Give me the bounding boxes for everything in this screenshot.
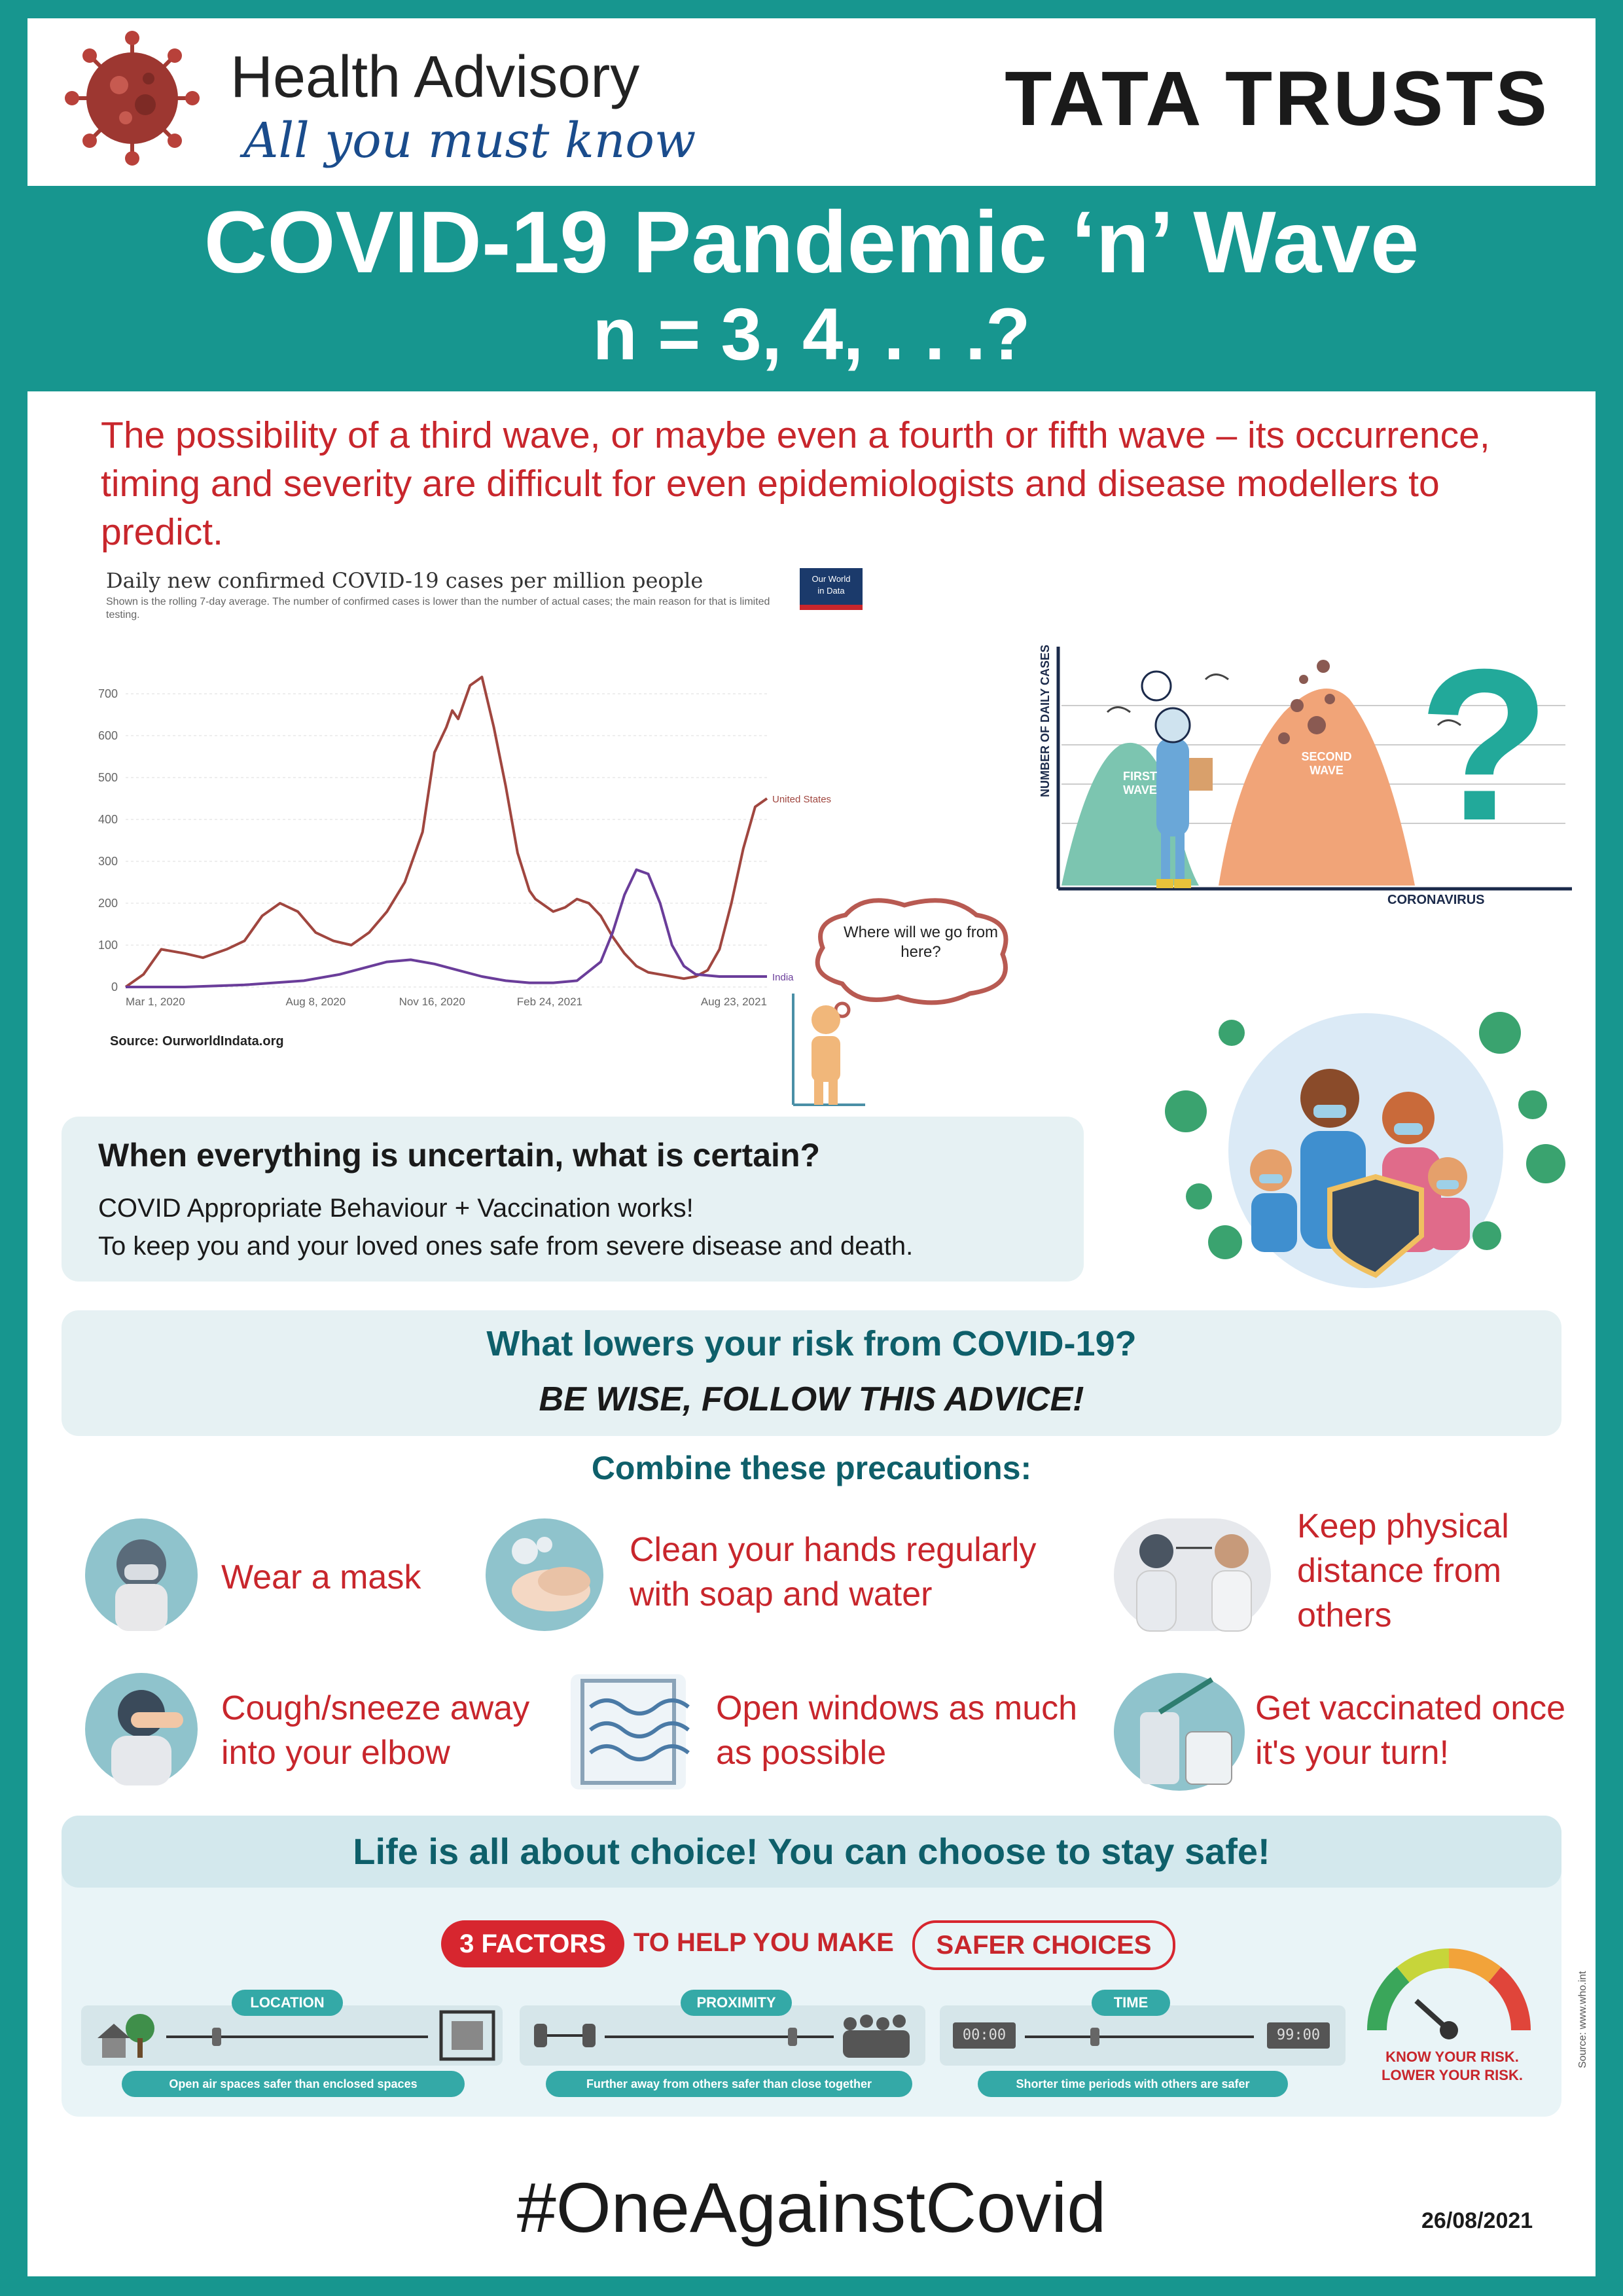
question-mark: ? [1418, 624, 1550, 865]
series-line-1 [126, 870, 767, 987]
y-tick-label: 400 [98, 813, 118, 826]
x-tick-label: Aug 23, 2021 [700, 996, 767, 1008]
precaution-vaccine: Get vaccinated once it's your turn! [1255, 1689, 1566, 1772]
first-wave-label: FIRST WAVE [1123, 770, 1157, 797]
family-protection-icon [1133, 994, 1572, 1295]
distance-icon [1114, 1518, 1271, 1631]
people-apart-icon [529, 2021, 601, 2050]
tree-house-icon [94, 2012, 160, 2060]
y-tick-label: 0 [111, 980, 118, 994]
wave-x-axis-label: CORONAVIRUS [1387, 893, 1485, 907]
choice-section [62, 1816, 1561, 2117]
enclosed-room-icon [440, 2011, 495, 2060]
x-tick-label: Feb 24, 2021 [516, 996, 582, 1008]
risk-gauge-icon [1364, 1939, 1534, 2037]
y-tick-label: 700 [98, 687, 118, 700]
series-label-1: India [772, 972, 794, 983]
x-tick-label: Aug 8, 2020 [285, 996, 346, 1008]
precaution-distance: Keep physical distance from others [1297, 1507, 1509, 1634]
choice-text: Life is all about choice! You can choose to stay safe! [353, 1831, 1270, 1872]
chart-source: Source: OurworldIndata.org [110, 1034, 284, 1049]
crowd-icon [840, 2012, 912, 2059]
window-icon [571, 1674, 686, 1789]
hashtag: #OneAgainstCovid [516, 2168, 1107, 2247]
factor-time-label: TIME [1092, 1990, 1170, 2016]
precaution-handwash: Clean your hands regularly with soap and water [630, 1531, 1037, 1613]
elbow-cough-icon [85, 1673, 198, 1785]
mask-icon [85, 1518, 198, 1631]
certain-line-1: COVID Appropriate Behaviour + Vaccination works! [98, 1194, 694, 1223]
page-title: COVID-19 Pandemic ‘n’ Wave [204, 194, 1419, 291]
second-wave-label: SECOND WAVE [1301, 750, 1352, 777]
speech-bubble-text: Where will we go from here? [843, 924, 999, 961]
chart-subheading: Shown is the rolling 7-day average. The number of confirmed cases is lower than the number of actual cases; the main reason for that is limited testing. [106, 596, 770, 620]
factors-badge: 3 FACTORS [441, 1920, 624, 1967]
factor-location-label: LOCATION [232, 1990, 343, 2016]
org-logo: TATA TRUSTS [1005, 56, 1550, 142]
x-tick-label: Mar 1, 2020 [126, 996, 185, 1008]
page-subtitle: n = 3, 4, . . .? [592, 293, 1031, 375]
brand-title: Health Advisory [230, 45, 640, 110]
precaution-mask: Wear a mask [221, 1558, 421, 1596]
factor-location-caption: Open air spaces safer than enclosed spaces [122, 2071, 465, 2097]
factor-proximity-caption: Further away from others safer than close together [546, 2071, 912, 2097]
series-label-0: United States [772, 794, 832, 805]
precaution-window: Open windows as much as possible [716, 1689, 1078, 1772]
y-tick-label: 300 [98, 855, 118, 868]
risk-box [62, 1310, 1561, 1436]
vaccine-icon [1114, 1673, 1245, 1791]
safer-choices-pill: SAFER CHOICES [912, 1920, 1175, 1970]
y-tick-label: 100 [98, 939, 118, 952]
content-area [27, 391, 1596, 2276]
factor-time-caption: Shorter time periods with others are safer [978, 2071, 1288, 2097]
long-clock-icon: 99:00 [1267, 2022, 1330, 2049]
certain-box [62, 1117, 1084, 1282]
date: 26/08/2021 [1421, 2208, 1533, 2233]
source-note: Source: www.who.int [1577, 1971, 1588, 2068]
risk-subheading: BE WISE, FOLLOW THIS ADVICE! [539, 1380, 1084, 1418]
owid-logo: Our World in Data [800, 568, 863, 610]
gauge-line-1: KNOW YOUR RISK. [1385, 2049, 1519, 2065]
wave-y-axis-label: NUMBER OF DAILY CASES [1039, 644, 1052, 797]
precaution-elbow: Cough/sneeze away into your elbow [221, 1689, 530, 1772]
risk-heading: What lowers your risk from COVID-19? [486, 1324, 1137, 1363]
x-tick-label: Nov 16, 2020 [399, 996, 465, 1008]
y-tick-label: 200 [98, 897, 118, 910]
header [27, 18, 1596, 186]
chart-x-ticks [126, 996, 767, 1008]
short-clock-icon: 00:00 [953, 2022, 1016, 2049]
factor-proximity-label: PROXIMITY [681, 1990, 792, 2016]
factors-middle-text: TO HELP YOU MAKE [633, 1928, 894, 1957]
chart-y-ticks [98, 687, 118, 994]
chart-title [106, 568, 793, 622]
certain-heading: When everything is uncertain, what is certain? [98, 1137, 821, 1174]
y-tick-label: 600 [98, 729, 118, 742]
y-tick-label: 500 [98, 771, 118, 784]
combine-heading: Combine these precautions: [591, 1450, 1032, 1486]
brand-tagline: All you must know [243, 113, 696, 169]
intro-text: The possibility of a third wave, or maybe even a fourth or fifth wave – its occurrence, timing and severity are difficult for even epidemiologists and disease modellers to predict. [101, 414, 1490, 553]
chart-lines [126, 677, 767, 987]
gauge-line-2: LOWER YOUR RISK. [1382, 2067, 1523, 2083]
coronavirus-logo-icon [67, 33, 198, 164]
cases-chart [80, 647, 832, 1013]
certain-line-2: To keep you and your loved ones safe from severe disease and death. [98, 1232, 914, 1261]
chart-heading: Daily new confirmed COVID-19 cases per million people [106, 568, 704, 593]
handwash-icon [486, 1518, 603, 1631]
